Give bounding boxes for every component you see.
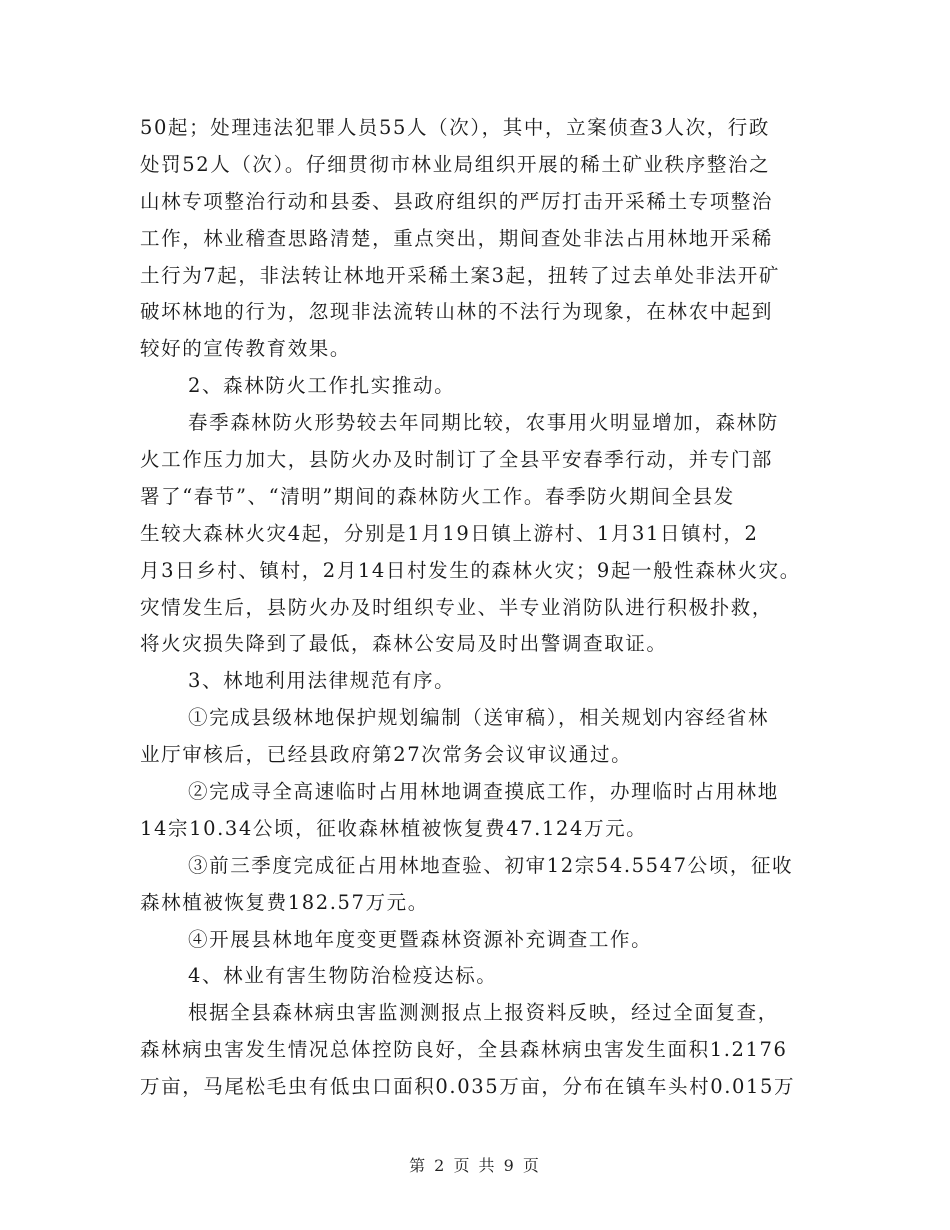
- text-line: 火工作压力加大，县防火办及时制订了全县平安春季行动，并专门部: [140, 448, 774, 472]
- text-line: 生较大森林火灾4起，分别是1月19日镇上游村、1月31日镇村，2: [140, 521, 759, 545]
- section-heading: 4、林业有害生物防治检疫达标。: [188, 964, 498, 988]
- text-line: 50起；处理违法犯罪人员55人（次），其中，立案侦查3人次，行政: [140, 116, 770, 139]
- list-item: ②完成寻全高速临时占用林地调查摸底工作，办理临时占用林地: [188, 780, 779, 804]
- list-item: ④开展县林地年度变更暨森林资源补充调查工作。: [188, 927, 653, 951]
- text-line: 破坏林地的行为，忽现非法流转山林的不法行为现象，在林农中起到: [140, 300, 774, 324]
- text-line: 山林专项整治行动和县委、县政府组织的严厉打击开采稀土专项整治: [140, 189, 774, 213]
- text-line: 处罚52人（次）。仔细贯彻市林业局组织开展的稀土矿业秩序整治之: [140, 152, 771, 176]
- text-line: 森林病虫害发生情况总体控防良好，全县森林病虫害发生面积1.2176: [140, 1038, 788, 1062]
- page-number-footer: 第 2 页 共 9 页: [409, 1156, 541, 1175]
- text-line: 工作，林业稽查思路清楚，重点突出，期间查处非法占用林地开采稀: [140, 226, 774, 250]
- section-heading: 3、林地利用法律规范有序。: [188, 669, 456, 693]
- text-line: 月3日乡村、镇村，2月14日村发生的森林火灾；9起一般性森林火灾。: [140, 558, 801, 582]
- text-line: 春季森林防火形势较去年同期比较，农事用火明显增加，森林防: [188, 411, 779, 435]
- list-item: ③前三季度完成征占用林地查验、初审12宗54.5547公顷，征收: [188, 853, 794, 877]
- text-line: 根据全县森林病虫害监测测报点上报资料反映，经过全面复查，: [188, 1001, 779, 1025]
- text-line: 业厅审核后，已经县政府第27次常务会议审议通过。: [140, 743, 633, 767]
- text-line: 土行为7起，非法转让林地开采稀土案3起，扭转了过去单处非法开矿: [140, 263, 780, 287]
- list-item: ①完成县级林地保护规划编制（送审稿），相关规划内容经省林: [188, 706, 770, 730]
- text-line: 较好的宣传教育效果。: [140, 337, 352, 361]
- text-line: 14宗10.34公顷，征收森林植被恢复费47.124万元。: [140, 816, 648, 840]
- text-line: 署了“春节”、“清明”期间的森林防火工作。春季防火期间全县发: [140, 484, 735, 508]
- text-line: 将火灾损失降到了最低，森林公安局及时出警调查取证。: [140, 632, 668, 656]
- text-line: 万亩，马尾松毛虫有低虫口面积0.035万亩，分布在镇车头村0.015万: [140, 1075, 796, 1099]
- section-heading: 2、森林防火工作扎实推动。: [188, 374, 456, 398]
- text-line: 灾情发生后，县防火办及时组织专业、半专业消防队进行积极扑救，: [140, 595, 774, 619]
- document-body: [140, 110, 820, 1106]
- text-line: 森林植被恢复费182.57万元。: [140, 890, 429, 914]
